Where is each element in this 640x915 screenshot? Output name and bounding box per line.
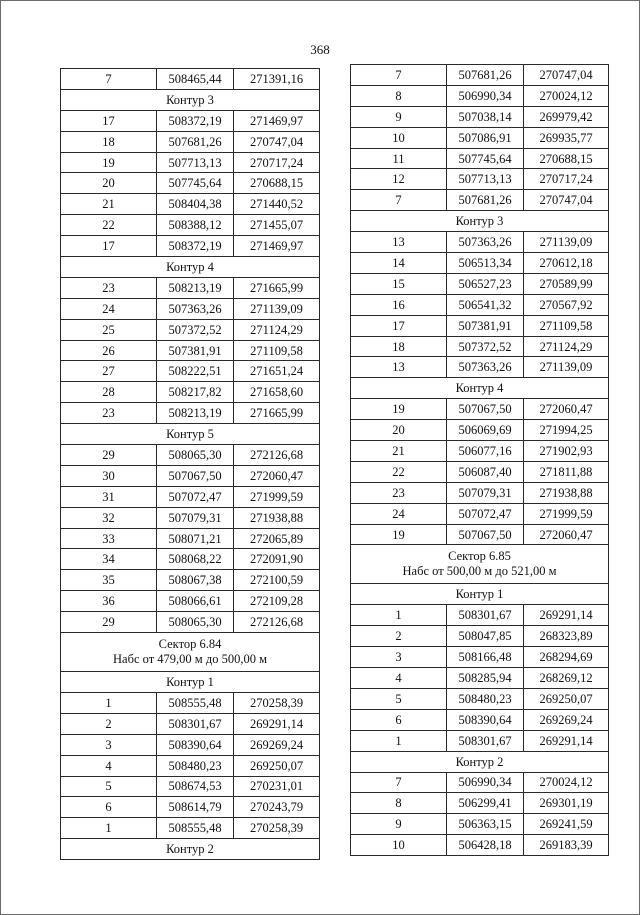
point-number-cell: 18 xyxy=(351,336,447,357)
x-coordinate-cell: 508372,19 xyxy=(157,236,234,257)
table-row xyxy=(351,127,609,148)
sector-header-row xyxy=(61,633,320,672)
y-coordinate-cell: 271811,88 xyxy=(524,461,609,482)
x-coordinate-cell: 507713,13 xyxy=(447,169,524,190)
table-row xyxy=(61,173,320,194)
point-number-cell: 28 xyxy=(61,382,157,403)
y-coordinate-cell: 268323,89 xyxy=(524,626,609,647)
contour-header-row xyxy=(61,257,320,278)
contour-title: Контур 3 xyxy=(61,89,320,110)
y-coordinate-cell: 271109,58 xyxy=(524,315,609,336)
point-number-cell: 4 xyxy=(61,755,157,776)
y-coordinate-cell: 271440,52 xyxy=(234,194,320,215)
point-number-cell: 32 xyxy=(61,507,157,528)
coordinates-table-right xyxy=(350,64,609,856)
x-coordinate-cell: 508372,19 xyxy=(157,110,234,131)
x-coordinate-cell: 506527,23 xyxy=(447,273,524,294)
table-row xyxy=(351,148,609,169)
table-row xyxy=(351,605,609,626)
y-coordinate-cell: 271999,59 xyxy=(234,486,320,507)
x-coordinate-cell: 507745,64 xyxy=(157,173,234,194)
table-row xyxy=(61,382,320,403)
y-coordinate-cell: 271902,93 xyxy=(524,441,609,462)
point-number-cell: 3 xyxy=(351,647,447,668)
y-coordinate-cell: 272060,47 xyxy=(524,399,609,420)
y-coordinate-cell: 272126,68 xyxy=(234,612,320,633)
x-coordinate-cell: 508285,94 xyxy=(447,668,524,689)
sector-height-range: Набс от 500,00 м до 521,00 м xyxy=(402,564,557,579)
table-row xyxy=(351,730,609,751)
table-row xyxy=(61,298,320,319)
contour-title: Контур 1 xyxy=(61,672,320,693)
y-coordinate-cell: 271651,24 xyxy=(234,361,320,382)
y-coordinate-cell: 269269,24 xyxy=(234,734,320,755)
coordinates-table-left xyxy=(60,68,320,860)
table-row xyxy=(61,215,320,236)
y-coordinate-cell: 270747,04 xyxy=(234,131,320,152)
table-row xyxy=(61,445,320,466)
point-number-cell: 23 xyxy=(351,482,447,503)
x-coordinate-cell: 508071,21 xyxy=(157,528,234,549)
x-coordinate-cell: 506077,16 xyxy=(447,441,524,462)
point-number-cell: 2 xyxy=(351,626,447,647)
table-row xyxy=(351,626,609,647)
point-number-cell: 7 xyxy=(351,65,447,86)
table-row xyxy=(61,236,320,257)
y-coordinate-cell: 271455,07 xyxy=(234,215,320,236)
point-number-cell: 24 xyxy=(351,503,447,524)
point-number-cell: 20 xyxy=(61,173,157,194)
point-number-cell: 21 xyxy=(351,441,447,462)
x-coordinate-cell: 508213,19 xyxy=(157,403,234,424)
y-coordinate-cell: 272060,47 xyxy=(524,524,609,545)
point-number-cell: 10 xyxy=(351,835,447,856)
contour-title: Контур 3 xyxy=(351,211,609,232)
table-row xyxy=(61,110,320,131)
table-row xyxy=(61,612,320,633)
x-coordinate-cell: 506428,18 xyxy=(447,835,524,856)
y-coordinate-cell: 271469,97 xyxy=(234,110,320,131)
table-row xyxy=(351,709,609,730)
x-coordinate-cell: 508480,23 xyxy=(157,755,234,776)
y-coordinate-cell: 268269,12 xyxy=(524,668,609,689)
x-coordinate-cell: 508404,38 xyxy=(157,194,234,215)
x-coordinate-cell: 506087,40 xyxy=(447,461,524,482)
table-row xyxy=(351,399,609,420)
point-number-cell: 18 xyxy=(61,131,157,152)
table-row xyxy=(351,441,609,462)
table-row xyxy=(351,503,609,524)
table-row xyxy=(61,194,320,215)
y-coordinate-cell: 271109,58 xyxy=(234,340,320,361)
x-coordinate-cell: 508068,22 xyxy=(157,549,234,570)
x-coordinate-cell: 508065,30 xyxy=(157,445,234,466)
x-coordinate-cell: 507681,26 xyxy=(447,65,524,86)
contour-title: Контур 4 xyxy=(61,257,320,278)
table-row xyxy=(61,131,320,152)
y-coordinate-cell: 271139,09 xyxy=(524,232,609,253)
y-coordinate-cell: 269935,77 xyxy=(524,127,609,148)
point-number-cell: 8 xyxy=(351,793,447,814)
y-coordinate-cell: 270612,18 xyxy=(524,253,609,274)
point-number-cell: 9 xyxy=(351,814,447,835)
x-coordinate-cell: 508067,38 xyxy=(157,570,234,591)
sector-title-cell xyxy=(351,545,609,584)
table-row xyxy=(351,315,609,336)
table-row xyxy=(351,106,609,127)
contour-title: Контур 2 xyxy=(61,839,320,860)
y-coordinate-cell: 270747,04 xyxy=(524,65,609,86)
point-number-cell: 33 xyxy=(61,528,157,549)
sector-title: Сектор 6.85 xyxy=(448,549,511,564)
x-coordinate-cell: 508301,67 xyxy=(157,713,234,734)
x-coordinate-cell: 506513,34 xyxy=(447,253,524,274)
x-coordinate-cell: 507381,91 xyxy=(157,340,234,361)
point-number-cell: 19 xyxy=(61,152,157,173)
y-coordinate-cell: 270589,99 xyxy=(524,273,609,294)
point-number-cell: 1 xyxy=(351,730,447,751)
x-coordinate-cell: 507363,26 xyxy=(447,232,524,253)
y-coordinate-cell: 270024,12 xyxy=(524,772,609,793)
table-row xyxy=(61,319,320,340)
point-number-cell: 16 xyxy=(351,294,447,315)
table-row xyxy=(61,361,320,382)
x-coordinate-cell: 508674,53 xyxy=(157,776,234,797)
x-coordinate-cell: 508213,19 xyxy=(157,277,234,298)
y-coordinate-cell: 271139,09 xyxy=(524,357,609,378)
table-row xyxy=(351,668,609,689)
x-coordinate-cell: 508047,85 xyxy=(447,626,524,647)
contour-header-row xyxy=(61,89,320,110)
contour-header-row xyxy=(61,839,320,860)
point-number-cell: 6 xyxy=(351,709,447,730)
table-row xyxy=(61,69,320,90)
table-row xyxy=(61,570,320,591)
y-coordinate-cell: 269291,14 xyxy=(524,605,609,626)
y-coordinate-cell: 271665,99 xyxy=(234,277,320,298)
table-row xyxy=(61,549,320,570)
point-number-cell: 22 xyxy=(351,461,447,482)
table-row xyxy=(351,835,609,856)
x-coordinate-cell: 508166,48 xyxy=(447,647,524,668)
x-coordinate-cell: 508555,48 xyxy=(157,818,234,839)
point-number-cell: 5 xyxy=(61,776,157,797)
table-row xyxy=(351,357,609,378)
table-row xyxy=(61,755,320,776)
point-number-cell: 14 xyxy=(351,253,447,274)
table-row xyxy=(351,253,609,274)
point-number-cell: 17 xyxy=(61,236,157,257)
table-row xyxy=(61,692,320,713)
y-coordinate-cell: 271999,59 xyxy=(524,503,609,524)
x-coordinate-cell: 508388,12 xyxy=(157,215,234,236)
x-coordinate-cell: 508301,67 xyxy=(447,730,524,751)
x-coordinate-cell: 507072,47 xyxy=(447,503,524,524)
x-coordinate-cell: 507067,50 xyxy=(447,524,524,545)
y-coordinate-cell: 270567,92 xyxy=(524,294,609,315)
point-number-cell: 30 xyxy=(61,465,157,486)
y-coordinate-cell: 271994,25 xyxy=(524,420,609,441)
table-row xyxy=(61,528,320,549)
y-coordinate-cell: 272060,47 xyxy=(234,465,320,486)
x-coordinate-cell: 508066,61 xyxy=(157,591,234,612)
y-coordinate-cell: 270024,12 xyxy=(524,85,609,106)
x-coordinate-cell: 507072,47 xyxy=(157,486,234,507)
y-coordinate-cell: 269291,14 xyxy=(234,713,320,734)
contour-title: Контур 1 xyxy=(351,584,609,605)
x-coordinate-cell: 507079,31 xyxy=(447,482,524,503)
y-coordinate-cell: 271391,16 xyxy=(234,69,320,90)
contour-title: Контур 2 xyxy=(351,751,609,772)
table-row xyxy=(351,85,609,106)
point-number-cell: 19 xyxy=(351,524,447,545)
table-row xyxy=(61,797,320,818)
y-coordinate-cell: 271665,99 xyxy=(234,403,320,424)
sector-height-range: Набс от 479,00 м до 500,00 м xyxy=(113,652,267,667)
x-coordinate-cell: 507067,50 xyxy=(447,399,524,420)
point-number-cell: 2 xyxy=(61,713,157,734)
x-coordinate-cell: 508465,44 xyxy=(157,69,234,90)
page-number: 368 xyxy=(310,42,330,57)
table-row xyxy=(351,772,609,793)
table-row xyxy=(351,647,609,668)
table-row xyxy=(61,507,320,528)
y-coordinate-cell: 268294,69 xyxy=(524,647,609,668)
table-row xyxy=(351,814,609,835)
x-coordinate-cell: 506990,34 xyxy=(447,85,524,106)
y-coordinate-cell: 271469,97 xyxy=(234,236,320,257)
x-coordinate-cell: 507372,52 xyxy=(157,319,234,340)
x-coordinate-cell: 507067,50 xyxy=(157,465,234,486)
x-coordinate-cell: 507381,91 xyxy=(447,315,524,336)
table-row xyxy=(61,713,320,734)
y-coordinate-cell: 272109,28 xyxy=(234,591,320,612)
point-number-cell: 34 xyxy=(61,549,157,570)
x-coordinate-cell: 508390,64 xyxy=(157,734,234,755)
point-number-cell: 7 xyxy=(351,190,447,211)
y-coordinate-cell: 271139,09 xyxy=(234,298,320,319)
x-coordinate-cell: 506299,41 xyxy=(447,793,524,814)
table-row xyxy=(61,734,320,755)
y-coordinate-cell: 272126,68 xyxy=(234,445,320,466)
point-number-cell: 12 xyxy=(351,169,447,190)
point-number-cell: 17 xyxy=(351,315,447,336)
x-coordinate-cell: 508065,30 xyxy=(157,612,234,633)
point-number-cell: 1 xyxy=(61,692,157,713)
table-row xyxy=(351,190,609,211)
y-coordinate-cell: 269241,59 xyxy=(524,814,609,835)
table-row xyxy=(351,461,609,482)
point-number-cell: 7 xyxy=(61,69,157,90)
x-coordinate-cell: 507745,64 xyxy=(447,148,524,169)
table-row xyxy=(61,277,320,298)
x-coordinate-cell: 507363,26 xyxy=(157,298,234,319)
sector-header-row xyxy=(351,545,609,584)
table-row xyxy=(351,688,609,709)
point-number-cell: 5 xyxy=(351,688,447,709)
x-coordinate-cell: 507713,13 xyxy=(157,152,234,173)
point-number-cell: 26 xyxy=(61,340,157,361)
point-number-cell: 13 xyxy=(351,357,447,378)
y-coordinate-cell: 270688,15 xyxy=(524,148,609,169)
point-number-cell: 13 xyxy=(351,232,447,253)
table-row xyxy=(351,169,609,190)
y-coordinate-cell: 269183,39 xyxy=(524,835,609,856)
point-number-cell: 27 xyxy=(61,361,157,382)
point-number-cell: 21 xyxy=(61,194,157,215)
x-coordinate-cell: 507681,26 xyxy=(447,190,524,211)
y-coordinate-cell: 270688,15 xyxy=(234,173,320,194)
sector-title-cell xyxy=(61,633,320,672)
point-number-cell: 31 xyxy=(61,486,157,507)
x-coordinate-cell: 506990,34 xyxy=(447,772,524,793)
y-coordinate-cell: 270258,39 xyxy=(234,818,320,839)
table-row xyxy=(351,65,609,86)
y-coordinate-cell: 269979,42 xyxy=(524,106,609,127)
point-number-cell: 10 xyxy=(351,127,447,148)
point-number-cell: 25 xyxy=(61,319,157,340)
point-number-cell: 36 xyxy=(61,591,157,612)
y-coordinate-cell: 270231,01 xyxy=(234,776,320,797)
contour-title: Контур 5 xyxy=(61,424,320,445)
y-coordinate-cell: 271124,29 xyxy=(524,336,609,357)
point-number-cell: 4 xyxy=(351,668,447,689)
table-row xyxy=(351,482,609,503)
contour-header-row xyxy=(351,378,609,399)
point-number-cell: 29 xyxy=(61,612,157,633)
point-number-cell: 23 xyxy=(61,403,157,424)
y-coordinate-cell: 270717,24 xyxy=(234,152,320,173)
point-number-cell: 20 xyxy=(351,420,447,441)
table-row xyxy=(61,776,320,797)
y-coordinate-cell: 270243,79 xyxy=(234,797,320,818)
x-coordinate-cell: 507079,31 xyxy=(157,507,234,528)
point-number-cell: 7 xyxy=(351,772,447,793)
x-coordinate-cell: 506069,69 xyxy=(447,420,524,441)
table-row xyxy=(351,232,609,253)
x-coordinate-cell: 508222,51 xyxy=(157,361,234,382)
x-coordinate-cell: 508614,79 xyxy=(157,797,234,818)
point-number-cell: 29 xyxy=(61,445,157,466)
table-row xyxy=(61,818,320,839)
point-number-cell: 22 xyxy=(61,215,157,236)
y-coordinate-cell: 271938,88 xyxy=(234,507,320,528)
point-number-cell: 23 xyxy=(61,277,157,298)
contour-header-row xyxy=(351,584,609,605)
y-coordinate-cell: 270717,24 xyxy=(524,169,609,190)
x-coordinate-cell: 506363,15 xyxy=(447,814,524,835)
point-number-cell: 6 xyxy=(61,797,157,818)
table-row xyxy=(351,524,609,545)
y-coordinate-cell: 269250,07 xyxy=(234,755,320,776)
contour-header-row xyxy=(351,751,609,772)
y-coordinate-cell: 272065,89 xyxy=(234,528,320,549)
y-coordinate-cell: 271124,29 xyxy=(234,319,320,340)
table-row xyxy=(351,294,609,315)
y-coordinate-cell: 271938,88 xyxy=(524,482,609,503)
x-coordinate-cell: 508390,64 xyxy=(447,709,524,730)
x-coordinate-cell: 507086,91 xyxy=(447,127,524,148)
contour-header-row xyxy=(351,211,609,232)
y-coordinate-cell: 269291,14 xyxy=(524,730,609,751)
x-coordinate-cell: 507372,52 xyxy=(447,336,524,357)
y-coordinate-cell: 272100,59 xyxy=(234,570,320,591)
contour-title: Контур 4 xyxy=(351,378,609,399)
y-coordinate-cell: 269269,24 xyxy=(524,709,609,730)
point-number-cell: 24 xyxy=(61,298,157,319)
contour-header-row xyxy=(61,672,320,693)
x-coordinate-cell: 508480,23 xyxy=(447,688,524,709)
table-row xyxy=(351,420,609,441)
point-number-cell: 35 xyxy=(61,570,157,591)
x-coordinate-cell: 507038,14 xyxy=(447,106,524,127)
table-row xyxy=(351,336,609,357)
contour-header-row xyxy=(61,424,320,445)
y-coordinate-cell: 269301,19 xyxy=(524,793,609,814)
table-row xyxy=(61,486,320,507)
y-coordinate-cell: 269250,07 xyxy=(524,688,609,709)
y-coordinate-cell: 271658,60 xyxy=(234,382,320,403)
table-row xyxy=(61,403,320,424)
sector-title: Сектор 6.84 xyxy=(158,637,222,652)
table-row xyxy=(61,152,320,173)
table-row xyxy=(61,591,320,612)
point-number-cell: 1 xyxy=(351,605,447,626)
x-coordinate-cell: 508555,48 xyxy=(157,692,234,713)
y-coordinate-cell: 270747,04 xyxy=(524,190,609,211)
x-coordinate-cell: 507681,26 xyxy=(157,131,234,152)
point-number-cell: 17 xyxy=(61,110,157,131)
x-coordinate-cell: 508217,82 xyxy=(157,382,234,403)
x-coordinate-cell: 508301,67 xyxy=(447,605,524,626)
y-coordinate-cell: 272091,90 xyxy=(234,549,320,570)
point-number-cell: 8 xyxy=(351,85,447,106)
x-coordinate-cell: 507363,26 xyxy=(447,357,524,378)
point-number-cell: 1 xyxy=(61,818,157,839)
table-row xyxy=(61,465,320,486)
point-number-cell: 3 xyxy=(61,734,157,755)
point-number-cell: 15 xyxy=(351,273,447,294)
table-row xyxy=(351,793,609,814)
point-number-cell: 9 xyxy=(351,106,447,127)
table-row xyxy=(61,340,320,361)
table-row xyxy=(351,273,609,294)
point-number-cell: 11 xyxy=(351,148,447,169)
y-coordinate-cell: 270258,39 xyxy=(234,692,320,713)
point-number-cell: 19 xyxy=(351,399,447,420)
x-coordinate-cell: 506541,32 xyxy=(447,294,524,315)
